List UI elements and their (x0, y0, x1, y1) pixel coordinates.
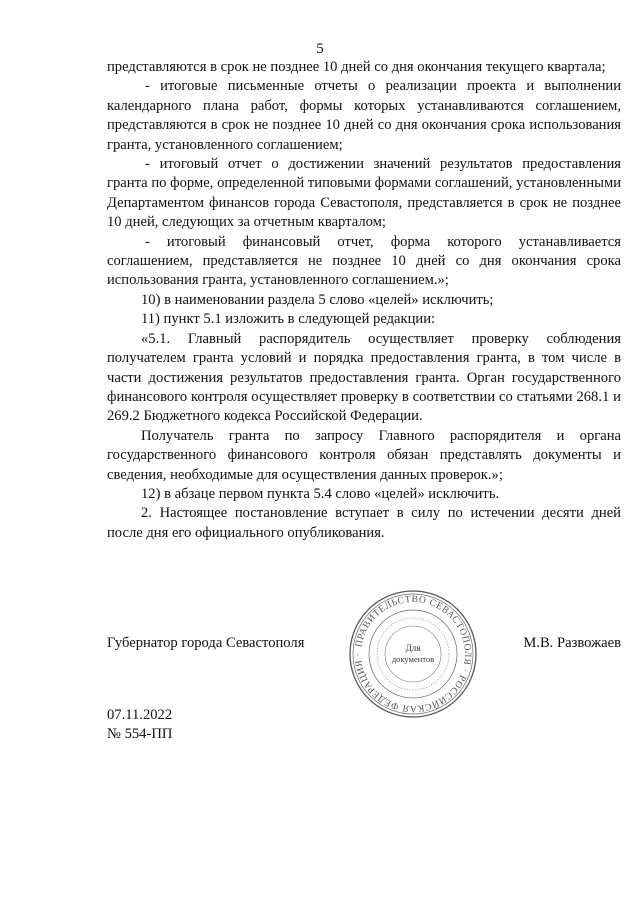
document-date: 07.11.2022 (107, 707, 173, 723)
seal-center-line2: документов (391, 654, 435, 664)
paragraph-grant-recipient: Получатель гранта по запросу Главного распорядителя и органа государственного финансового контроля обязан представлять документы и сведения, необходимые для осуществления данных проверок.»; (107, 427, 621, 483)
paragraph-item-11: 11) пункт 5.1 изложить в следующей редакции: (141, 311, 436, 328)
paragraph-effective-date: 2. Настоящее постановление вступает в силу по истечении десяти дней после дня его официального опубликования. (107, 505, 621, 541)
paragraph-item-10: 10) в наименовании раздела 5 слово «целей» исключить; (141, 291, 494, 308)
signatory-position: Губернатор города Севастополя (107, 635, 305, 651)
document-registration (107, 706, 172, 744)
paragraph-clause-5-1: «5.1. Главный распорядитель осуществляет проверку соблюдения получателем гранта условий и порядка предоставления гранта, в том числе в части достижения результатов предоставления гранта. Орган государственного финансового контроля осуществляет проверку в соответствии со статьями 268.1 и 269.2 Бюджетного кодекса Российской Федерации. (107, 330, 621, 425)
signatory-name: М.В. Развожаев (523, 635, 621, 651)
official-seal (347, 588, 479, 720)
paragraph-written-reports: - итоговые письменные отчеты о реализации проекта и выполнении календарного плана работ, формы которых устанавливаются соглашением, представляются в срок не позднее 10 дней со дня окончания срока использования гранта, установленного соглашением; (107, 78, 621, 153)
seal-outer-textpath: ПРАВИТЕЛЬСТВО СЕВАСТОПОЛЯ · РОССИЙСКАЯ ФЕДЕРАЦИЯ · (352, 593, 474, 715)
paragraph-quarter-deadline: представляются в срок не позднее 10 дней со дня окончания текущего квартала; (107, 59, 606, 75)
paragraph-financial-report: - итоговый финансовый отчет, форма которого устанавливается соглашением, представляется не позднее 10 дней со дня окончания срока использования гранта, установленного соглашением.»; (107, 233, 621, 289)
document-body (107, 58, 621, 543)
paragraph-item-12: 12) в абзаце первом пункта 5.4 слово «целей» исключить. (141, 485, 500, 502)
seal-center-line1: Для (405, 643, 421, 653)
page-number: 5 (316, 41, 324, 57)
document-number: № 554-ПП (107, 726, 173, 742)
paragraph-results-report: - итоговый отчет о достижении значений результатов предоставления гранта по форме, определенной типовыми формами соглашений, установленными Департаментом финансов города Севастополя, представляется в срок не позднее 10 дней, следующих за отчетным кварталом; (107, 156, 621, 231)
